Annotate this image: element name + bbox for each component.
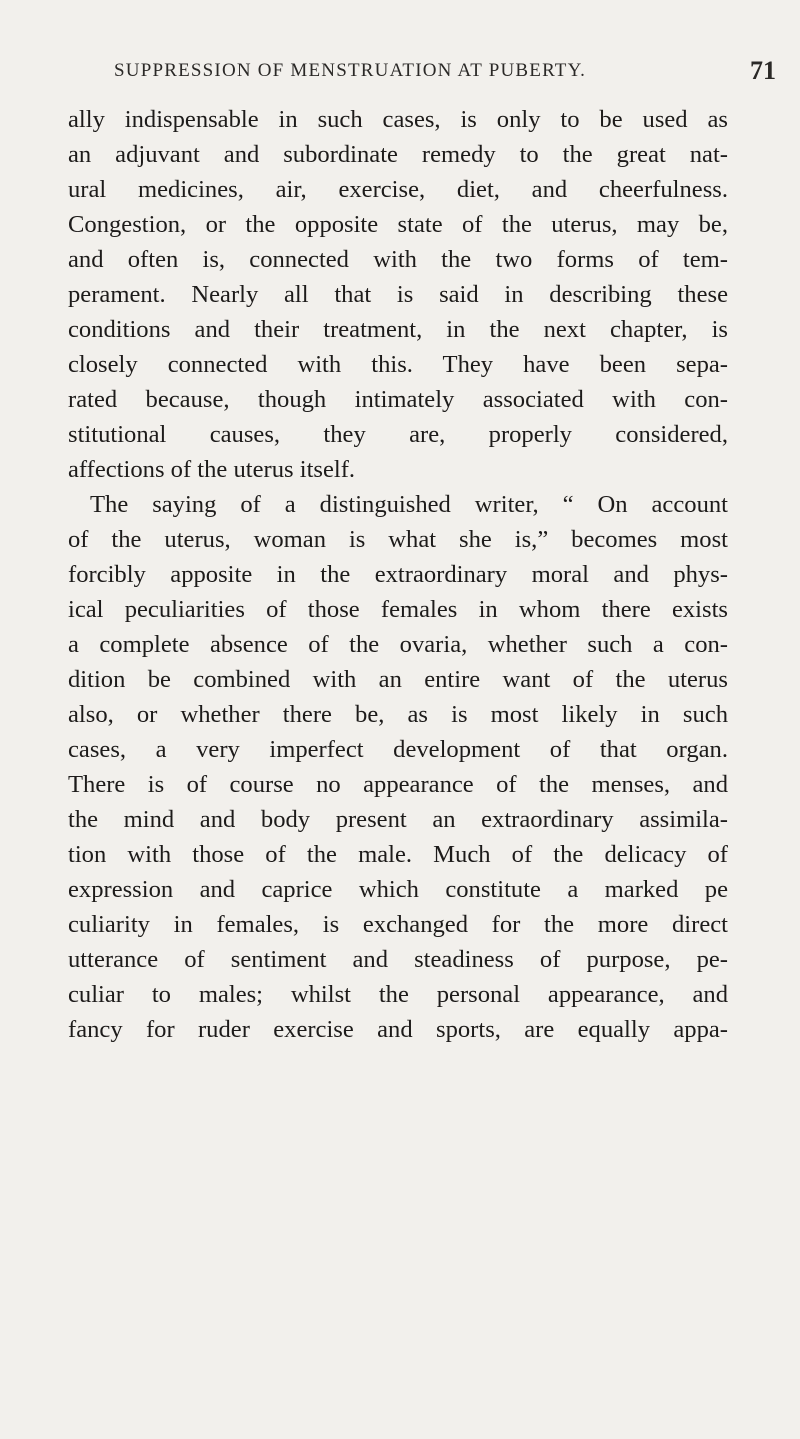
text-line: expression and caprice which constitute a marked pe [68,876,728,903]
text-line: There is of course no appearance of the menses, and [68,771,728,798]
running-head-title: SUPPRESSION OF MENSTRUATION AT PUBERTY. [114,60,587,81]
text-line: perament. Nearly all that is said in describing these [68,281,728,308]
text-line: dition be combined with an entire want of the uterus [68,666,728,693]
text-line: rated because, though intimately associated with con- [68,386,728,413]
text-line: culiar to males; whilst the personal appearance, and [68,981,728,1008]
text-line: cases, a very imperfect development of that organ. [68,736,728,763]
text-line: also, or whether there be, as is most likely in such [68,701,728,728]
text-line: affections of the uterus itself. [68,456,356,483]
text-line: The saying of a distinguished writer, “ On account [90,491,728,518]
text-line: ural medicines, air, exercise, diet, and cheerfulness. [68,176,728,203]
text-line: ical peculiarities of those females in whom there exists [68,596,728,623]
text-line: culiarity in females, is exchanged for the more direct [68,911,728,938]
text-line: tion with those of the male. Much of the delicacy of [68,841,728,868]
text-line: Congestion, or the opposite state of the uterus, may be, [68,211,728,238]
text-line: an adjuvant and subordinate remedy to the great nat- [68,141,728,168]
page-number: 71 [750,56,776,85]
text-line: fancy for ruder exercise and sports, are equally appa- [68,1016,728,1043]
text-line: ally indispensable in such cases, is only to be used as [68,106,728,133]
running-head [114,56,776,100]
text-line: the mind and body present an extraordinary assimila- [68,806,728,833]
text-line: forcibly apposite in the extraordinary moral and phys- [68,561,728,588]
text-line: closely connected with this. They have been sepa- [68,351,728,378]
text-line: stitutional causes, they are, properly considered, [68,421,728,448]
text-line: conditions and their treatment, in the next chapter, is [68,316,728,343]
text-line: a complete absence of the ovaria, whether such a con- [68,631,728,658]
text-line: utterance of sentiment and steadiness of purpose, pe- [68,946,728,973]
text-line: of the uterus, woman is what she is,” becomes most [68,526,728,553]
body-text [68,102,728,1047]
text-line: and often is, connected with the two forms of tem- [68,246,728,273]
